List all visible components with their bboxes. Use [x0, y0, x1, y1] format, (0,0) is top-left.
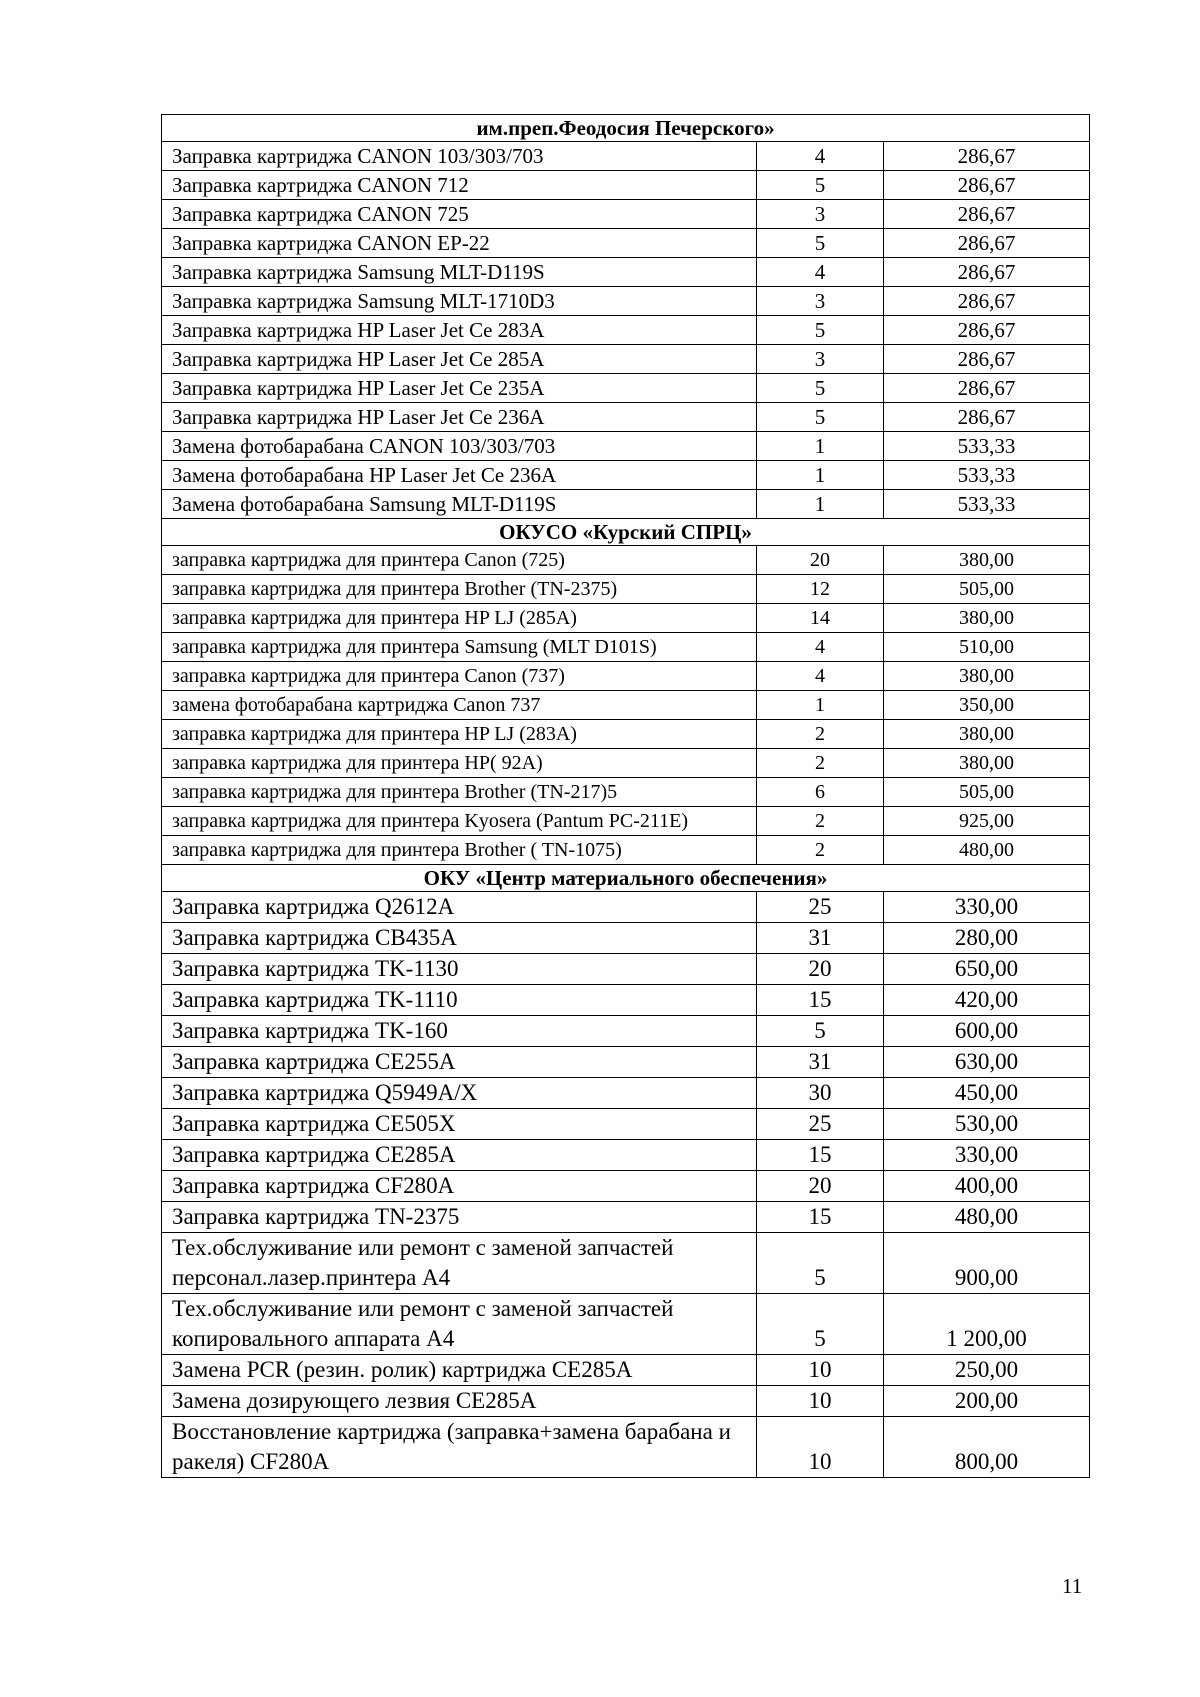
service-name: Заправка картриджа CE505X — [162, 1109, 757, 1140]
quantity: 5 — [757, 374, 884, 403]
quantity: 20 — [757, 954, 884, 985]
service-name: Замена дозирующего лезвия CE285A — [162, 1386, 757, 1417]
table-row — [162, 374, 1090, 403]
quantity: 12 — [757, 575, 884, 604]
price: 510,00 — [884, 633, 1090, 662]
price: 400,00 — [884, 1171, 1090, 1202]
quantity: 25 — [757, 892, 884, 923]
quantity: 1 — [757, 432, 884, 461]
price: 286,67 — [884, 345, 1090, 374]
quantity: 5 — [757, 1233, 884, 1294]
service-name: заправка картриджа для принтера Brother (TN-217)5 — [162, 778, 757, 807]
service-name: Заправка картриджа HP Laser Jet Ce 285A — [162, 345, 757, 374]
table-row — [162, 604, 1090, 633]
table-row — [162, 490, 1090, 519]
quantity: 5 — [757, 1294, 884, 1355]
quantity: 5 — [757, 1016, 884, 1047]
service-name: Заправка картриджа TN-2375 — [162, 1202, 757, 1233]
price: 380,00 — [884, 546, 1090, 575]
quantity: 2 — [757, 720, 884, 749]
section-title: ОКУСО «Курский СПРЦ» — [162, 519, 1090, 546]
service-name: Замена PCR (резин. ролик) картриджа CE285A — [162, 1355, 757, 1386]
table-row — [162, 662, 1090, 691]
table-row — [162, 1386, 1090, 1417]
table-row — [162, 923, 1090, 954]
table-row — [162, 1078, 1090, 1109]
page-number: 11 — [1062, 1574, 1083, 1598]
quantity: 20 — [757, 1171, 884, 1202]
table-row — [162, 575, 1090, 604]
price: 1 200,00 — [884, 1294, 1090, 1355]
service-name: заправка картриджа для принтера Brother (TN-2375) — [162, 575, 757, 604]
quantity: 6 — [757, 778, 884, 807]
price: 350,00 — [884, 691, 1090, 720]
quantity: 31 — [757, 923, 884, 954]
service-name: Восстановление картриджа (заправка+замена барабана и ракеля) CF280A — [162, 1417, 757, 1478]
quantity: 4 — [757, 142, 884, 171]
quantity: 5 — [757, 229, 884, 258]
service-name: заправка картриджа для принтера Samsung (MLT D101S) — [162, 633, 757, 662]
quantity: 15 — [757, 985, 884, 1016]
table-row — [162, 1109, 1090, 1140]
section-header — [162, 519, 1090, 546]
table-row — [162, 1171, 1090, 1202]
price: 480,00 — [884, 1202, 1090, 1233]
service-name: Заправка картриджа CANON 103/303/703 — [162, 142, 757, 171]
service-name: Заправка картриджа CE285A — [162, 1140, 757, 1171]
service-name: Заправка картриджа HP Laser Jet Ce 283A — [162, 316, 757, 345]
quantity: 4 — [757, 662, 884, 691]
price: 380,00 — [884, 749, 1090, 778]
price: 330,00 — [884, 1140, 1090, 1171]
table-row — [162, 1016, 1090, 1047]
section-title: им.преп.Феодосия Печерского» — [162, 115, 1090, 142]
quantity: 15 — [757, 1202, 884, 1233]
service-name: заправка картриджа для принтера Canon (737) — [162, 662, 757, 691]
price: 286,67 — [884, 142, 1090, 171]
table-row — [162, 1140, 1090, 1171]
price: 900,00 — [884, 1233, 1090, 1294]
service-name: Тех.обслуживание или ремонт с заменой запчастей персонал.лазер.принтера А4 — [162, 1233, 757, 1294]
service-name: Заправка картриджа HP Laser Jet Ce 236A — [162, 403, 757, 432]
quantity: 2 — [757, 836, 884, 865]
quantity: 5 — [757, 403, 884, 432]
table-row — [162, 200, 1090, 229]
table-row — [162, 985, 1090, 1016]
service-name: заправка картриджа для принтера HP( 92A) — [162, 749, 757, 778]
table-row — [162, 287, 1090, 316]
table-row — [162, 1202, 1090, 1233]
price: 533,33 — [884, 432, 1090, 461]
table-row — [162, 229, 1090, 258]
quantity: 3 — [757, 200, 884, 229]
price: 450,00 — [884, 1078, 1090, 1109]
price: 250,00 — [884, 1355, 1090, 1386]
table-row — [162, 778, 1090, 807]
price: 330,00 — [884, 892, 1090, 923]
service-name: заправка картриджа для принтера Brother ( TN-1075) — [162, 836, 757, 865]
price: 286,67 — [884, 258, 1090, 287]
service-name: Заправка картриджа TK-160 — [162, 1016, 757, 1047]
quantity: 5 — [757, 316, 884, 345]
price: 286,67 — [884, 229, 1090, 258]
service-name: Заправка картриджа CE255A — [162, 1047, 757, 1078]
table-row — [162, 691, 1090, 720]
service-name: замена фотобарабана картриджа Canon 737 — [162, 691, 757, 720]
price-table — [161, 114, 1090, 1478]
price: 380,00 — [884, 662, 1090, 691]
service-name: заправка картриджа для принтера HP LJ (283A) — [162, 720, 757, 749]
service-name: Замена фотобарабана CANON 103/303/703 — [162, 432, 757, 461]
price: 380,00 — [884, 720, 1090, 749]
service-name: Замена фотобарабана Samsung MLT-D119S — [162, 490, 757, 519]
price: 286,67 — [884, 171, 1090, 200]
table-row — [162, 1355, 1090, 1386]
quantity: 4 — [757, 258, 884, 287]
table-row — [162, 1294, 1090, 1355]
table-row — [162, 749, 1090, 778]
price: 286,67 — [884, 374, 1090, 403]
table-row — [162, 432, 1090, 461]
service-name: Заправка картриджа HP Laser Jet Ce 235A — [162, 374, 757, 403]
quantity: 1 — [757, 461, 884, 490]
price: 286,67 — [884, 200, 1090, 229]
service-name: заправка картриджа для принтера Canon (725) — [162, 546, 757, 575]
service-name: Заправка картриджа CANON 725 — [162, 200, 757, 229]
service-name: Заправка картриджа CF280A — [162, 1171, 757, 1202]
service-name: Замена фотобарабана HP Laser Jet Ce 236A — [162, 461, 757, 490]
price: 600,00 — [884, 1016, 1090, 1047]
service-name: Заправка картриджа TK-1130 — [162, 954, 757, 985]
service-name: заправка картриджа для принтера HP LJ (285A) — [162, 604, 757, 633]
table-row — [162, 1047, 1090, 1078]
price: 505,00 — [884, 778, 1090, 807]
table-row — [162, 954, 1090, 985]
service-name: Заправка картриджа CANON 712 — [162, 171, 757, 200]
quantity: 1 — [757, 691, 884, 720]
price: 480,00 — [884, 836, 1090, 865]
service-name: Заправка картриджа Samsung MLT-1710D3 — [162, 287, 757, 316]
table-row — [162, 836, 1090, 865]
service-name: Заправка картриджа CB435A — [162, 923, 757, 954]
table-row — [162, 171, 1090, 200]
quantity: 31 — [757, 1047, 884, 1078]
quantity: 1 — [757, 490, 884, 519]
price: 800,00 — [884, 1417, 1090, 1478]
service-name: Тех.обслуживание или ремонт с заменой запчастей копировального аппарата А4 — [162, 1294, 757, 1355]
quantity: 2 — [757, 807, 884, 836]
quantity: 3 — [757, 287, 884, 316]
service-name: заправка картриджа для принтера Kyosera (Pantum PC-211E) — [162, 807, 757, 836]
quantity: 4 — [757, 633, 884, 662]
price: 630,00 — [884, 1047, 1090, 1078]
quantity: 30 — [757, 1078, 884, 1109]
quantity: 25 — [757, 1109, 884, 1140]
table-row — [162, 142, 1090, 171]
price: 925,00 — [884, 807, 1090, 836]
table-row — [162, 345, 1090, 374]
quantity: 3 — [757, 345, 884, 374]
table-row — [162, 403, 1090, 432]
price: 533,33 — [884, 461, 1090, 490]
quantity: 10 — [757, 1417, 884, 1478]
price: 286,67 — [884, 316, 1090, 345]
service-name: Заправка картриджа Samsung MLT-D119S — [162, 258, 757, 287]
price: 200,00 — [884, 1386, 1090, 1417]
price: 530,00 — [884, 1109, 1090, 1140]
service-name: Заправка картриджа TK-1110 — [162, 985, 757, 1016]
price: 505,00 — [884, 575, 1090, 604]
section-title: ОКУ «Центр материального обеспечения» — [162, 865, 1090, 892]
service-name: Заправка картриджа CANON EP-22 — [162, 229, 757, 258]
section-header — [162, 115, 1090, 142]
quantity: 15 — [757, 1140, 884, 1171]
table-row — [162, 461, 1090, 490]
quantity: 2 — [757, 749, 884, 778]
price: 286,67 — [884, 403, 1090, 432]
price: 286,67 — [884, 287, 1090, 316]
quantity: 10 — [757, 1386, 884, 1417]
price: 650,00 — [884, 954, 1090, 985]
table-row — [162, 892, 1090, 923]
table-row — [162, 258, 1090, 287]
quantity: 5 — [757, 171, 884, 200]
quantity: 20 — [757, 546, 884, 575]
price: 533,33 — [884, 490, 1090, 519]
table-row — [162, 546, 1090, 575]
section-header — [162, 865, 1090, 892]
table-row — [162, 1233, 1090, 1294]
price: 380,00 — [884, 604, 1090, 633]
service-name: Заправка картриджа Q2612A — [162, 892, 757, 923]
quantity: 10 — [757, 1355, 884, 1386]
quantity: 14 — [757, 604, 884, 633]
table-row — [162, 807, 1090, 836]
price: 280,00 — [884, 923, 1090, 954]
table-row — [162, 1417, 1090, 1478]
table-row — [162, 720, 1090, 749]
price: 420,00 — [884, 985, 1090, 1016]
table-row — [162, 633, 1090, 662]
table-row — [162, 316, 1090, 345]
service-name: Заправка картриджа Q5949A/X — [162, 1078, 757, 1109]
